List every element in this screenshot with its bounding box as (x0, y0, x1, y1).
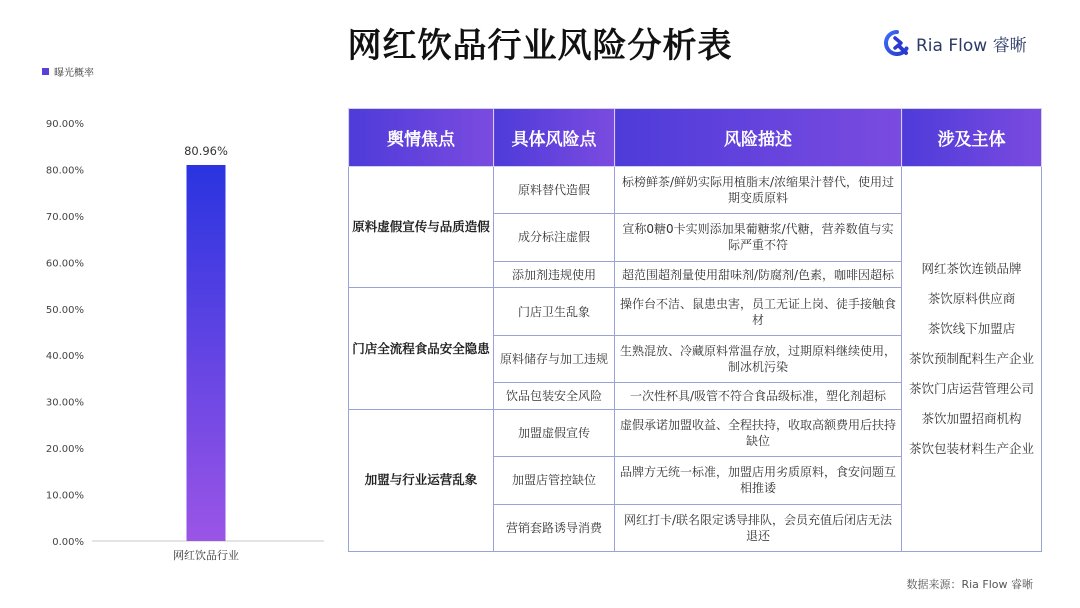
y-tick-label: 40.00% (45, 351, 84, 363)
risk-desc-cell: 网红打卡/联名限定诱导排队，会员充值后闭店无法退还 (615, 504, 902, 551)
risk-desc-cell: 标榜鲜茶/鲜奶实际用植脂末/浓缩果汁替代，使用过期变质原料 (615, 167, 902, 214)
risk-desc-cell: 一次性杯具/吸管不符合食品级标准，塑化剂超标 (615, 383, 902, 410)
header-entities: 涉及主体 (902, 109, 1042, 167)
risk-desc-cell: 宣称0糖0卡实则添加果葡糖浆/代糖，营养数值与实际严重不符 (615, 214, 902, 261)
topic-cell: 门店全流程食品安全隐患 (349, 288, 494, 409)
y-tick-label: 80.00% (45, 165, 84, 177)
brand-logo (884, 29, 1027, 57)
x-tick-label: 网红饮品行业 (173, 549, 239, 562)
risk-point-cell: 饮品包装安全风险 (494, 383, 615, 410)
header-risk-description: 风险描述 (615, 109, 902, 167)
topic-cell: 加盟与行业运营乱象 (349, 409, 494, 551)
y-tick-label: 20.00% (45, 444, 84, 456)
page-title: 网红饮品行业风险分析表 (347, 26, 733, 66)
risk-point-cell: 成分标注虚假 (494, 214, 615, 261)
brand-name: Ria Flow 睿晰 (916, 35, 1027, 56)
y-tick-label: 30.00% (45, 397, 84, 409)
entity-item: 网红茶饮连锁品牌 (921, 261, 1022, 276)
risk-point-cell: 添加剂违规使用 (494, 261, 615, 288)
risk-desc-cell: 超范围超剂量使用甜味剂/防腐剂/色素，咖啡因超标 (615, 261, 902, 288)
entity-item: 茶饮原料供应商 (927, 291, 1016, 306)
y-tick-label: 70.00% (45, 211, 84, 223)
entity-item: 茶饮线下加盟店 (927, 321, 1016, 336)
risk-point-cell: 原料储存与加工违规 (494, 335, 615, 382)
entity-item: 茶饮预制配料生产企业 (908, 351, 1034, 366)
y-tick-label: 60.00% (45, 258, 84, 270)
risk-point-cell: 营销套路诱导消费 (494, 504, 615, 551)
risk-point-cell: 加盟虚假宣传 (494, 409, 615, 456)
topic-cell: 原料虚假宣传与品质造假 (349, 167, 494, 288)
brand-icon (884, 30, 910, 56)
risk-desc-cell: 生熟混放、冷藏原料常温存放，过期原料继续使用，制冰机污染 (615, 335, 902, 382)
bar-chart (0, 0, 340, 608)
entity-item: 茶饮门店运营管理公司 (908, 381, 1034, 396)
risk-desc-cell: 操作台不洁、鼠患虫害，员工无证上岗、徒手接触食材 (615, 288, 902, 335)
y-tick-label: 10.00% (45, 490, 84, 502)
data-label: 80.96% (184, 143, 228, 158)
table-header-row (349, 109, 1042, 167)
risk-desc-cell: 虚假承诺加盟收益、全程扶持，收取高额费用后扶持缺位 (615, 409, 902, 456)
risk-table (348, 108, 1042, 552)
table-row (349, 167, 1042, 214)
risk-point-cell: 原料替代造假 (494, 167, 615, 214)
risk-point-cell: 加盟店管控缺位 (494, 457, 615, 504)
data-source-note: 数据来源：Ria Flow 睿晰 (906, 578, 1033, 591)
header-risk-point: 具体风险点 (494, 109, 615, 167)
risk-desc-cell: 品牌方无统一标准，加盟店用劣质原料，食安问题互相推诿 (615, 457, 902, 504)
header-topic: 舆情焦点 (349, 109, 494, 167)
entity-item: 茶饮加盟招商机构 (921, 411, 1022, 426)
risk-point-cell: 门店卫生乱象 (494, 288, 615, 335)
entities-cell (902, 167, 1042, 552)
legend-label: 曝光概率 (54, 68, 94, 79)
y-tick-label: 0.00% (52, 537, 84, 548)
risk-table-container (348, 108, 1041, 552)
y-tick-label: 90.00% (45, 119, 84, 130)
bar (187, 165, 226, 541)
y-tick-label: 50.00% (45, 304, 84, 316)
entity-item: 茶饮包装材料生产企业 (908, 441, 1034, 456)
